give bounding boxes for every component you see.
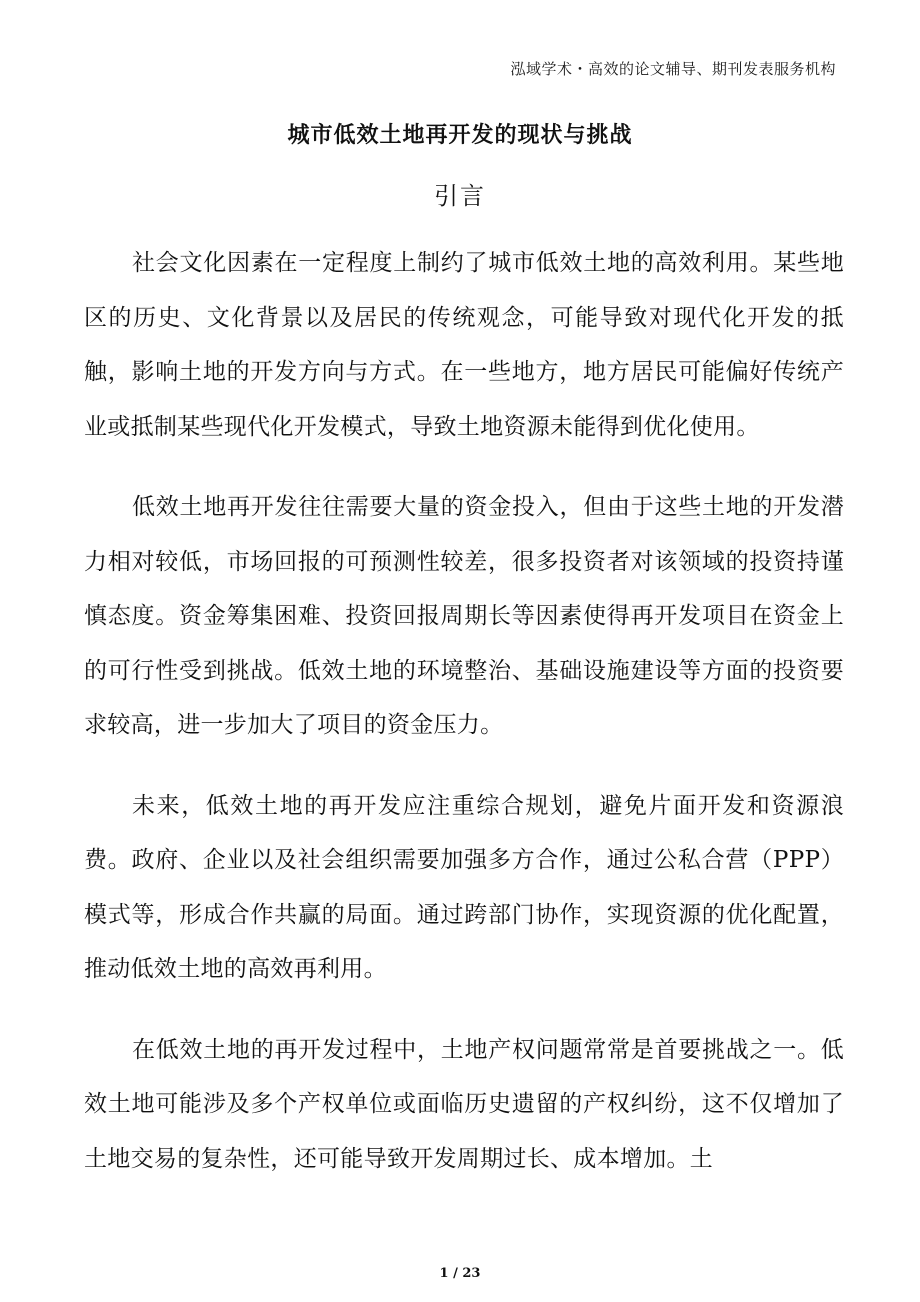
paragraph: 低效土地再开发往往需要大量的资金投入，但由于这些土地的开发潜力相对较低，市场回报的可预测性较差，很多投资者对该领域的投资持谨慎态度。资金筹集困难、投资回报周期长等因素使得再开发项目在资金上的可行性受到挑战。低效土地的环境整治、基础设施建设等方面的投资要求较高，进一步加大了项目的资金压力。 xyxy=(84,494,844,738)
header-org-line: 泓域学术・高效的论文辅导、期刊发表服务机构 xyxy=(510,60,836,78)
paragraph: 在低效土地的再开发过程中，土地产权问题常常是首要挑战之一。低效土地可能涉及多个产权单位或面临历史遗留的产权纠纷，这不仅增加了土地交易的复杂性，还可能导致开发周期过长、成本增加。土 xyxy=(84,1036,844,1172)
section-heading: 引言 xyxy=(434,182,486,210)
page-number: 1 / 23 xyxy=(439,1266,481,1281)
paragraph: 未来，低效土地的再开发应注重综合规划，避免片面开发和资源浪费。政府、企业以及社会组织需要加强多方合作，通过公私合营（PPP）模式等，形成合作共赢的局面。通过跨部门协作，实现资源的优化配置，推动低效土地的高效再利用。 xyxy=(84,792,844,982)
document-title: 城市低效土地再开发的现状与挑战 xyxy=(287,123,633,148)
paragraph: 社会文化因素在一定程度上制约了城市低效土地的高效利用。某些地区的历史、文化背景以及居民的传统观念，可能导致对现代化开发的抵触，影响土地的开发方向与方式。在一些地方，地方居民可能偏好传统产业或抵制某些现代化开发模式，导致土地资源未能得到优化使用。 xyxy=(84,250,844,440)
body-text xyxy=(84,236,844,1212)
